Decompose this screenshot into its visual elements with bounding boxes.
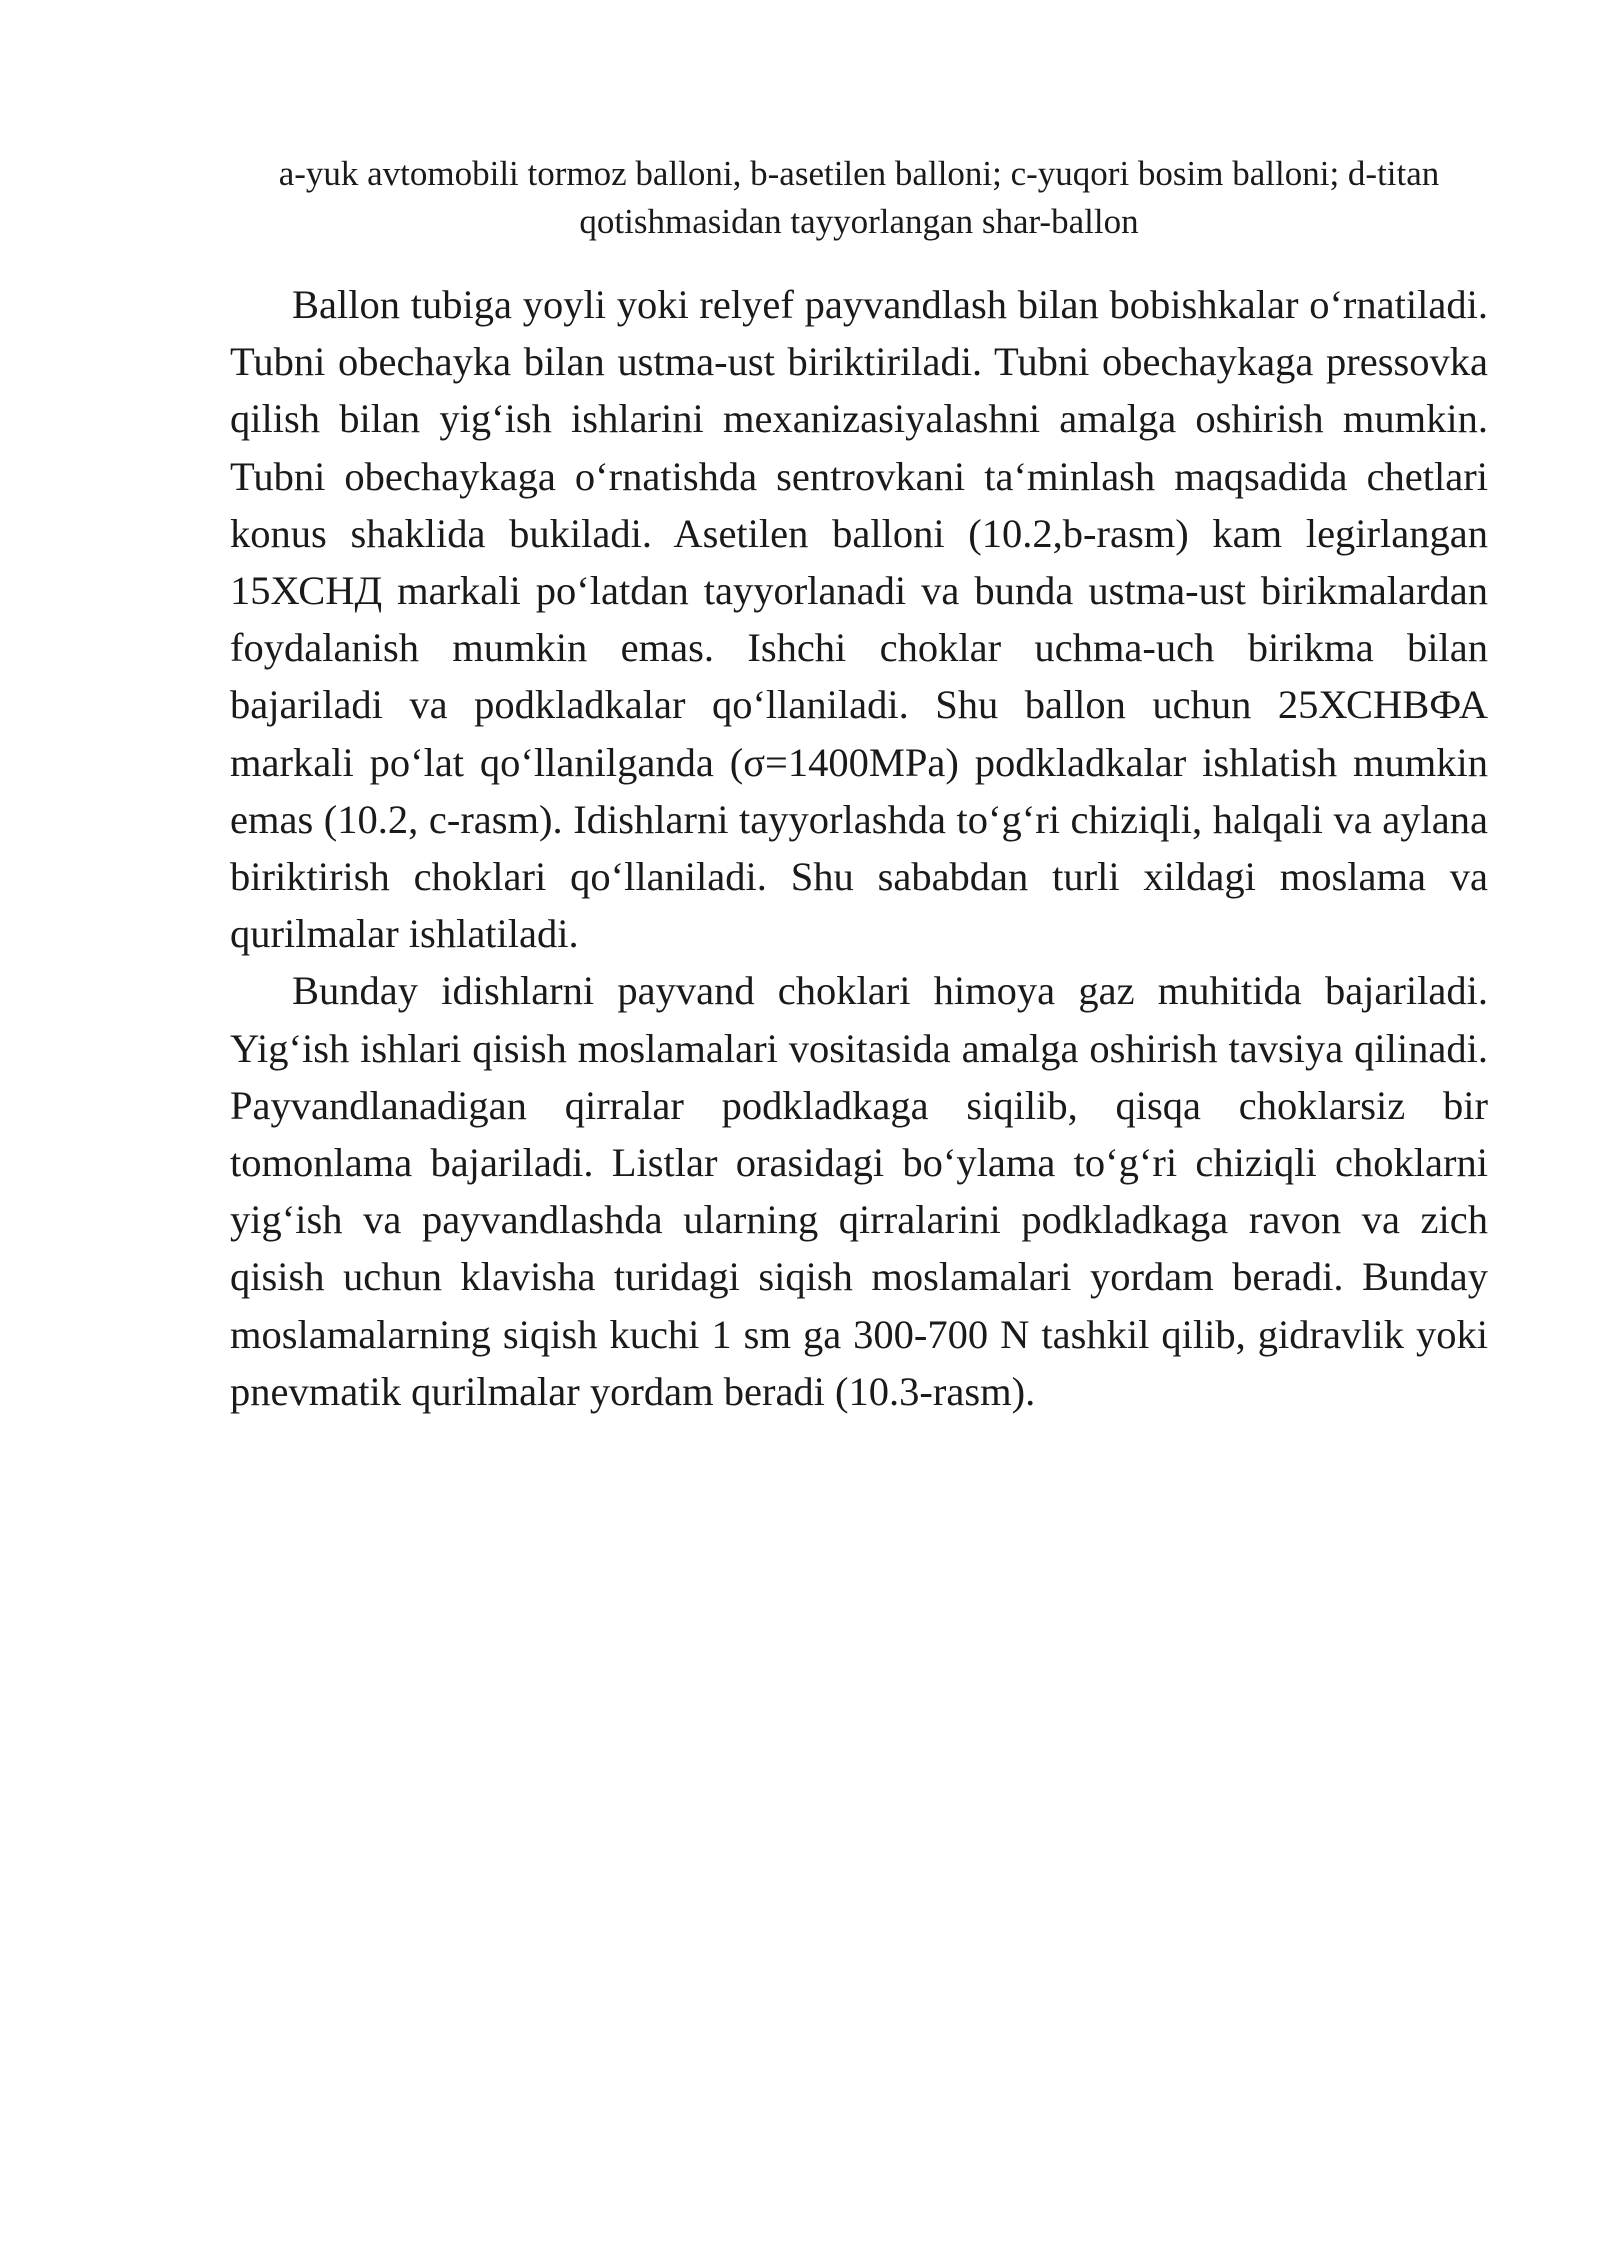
figure-caption [230, 150, 1488, 246]
document-page [230, 150, 1488, 1420]
figure-caption-line-2: qotishmasidan tayyorlangan shar-ballon [579, 202, 1139, 241]
body-paragraph-2: Bunday idishlarni payvand choklari himoya gaz muhitida bajariladi. Yig‘ish ishlari qisish moslamalari vositasida amalga oshirish tavsiya qilinadi. Payvandlanadigan qirralar podkladkaga siqilib, qisqa choklarsiz bir tomonlama bajariladi. Listlar orasidagi bo‘ylama to‘g‘ri chiziqli choklarni yig‘ish va payvandlashda ularning qirralarini podkladkaga ravon va zich qisish uchun klavisha turidagi siqish moslamalari yordam beradi. Bunday moslamalarning siqish kuchi 1 sm ga 300-700 N tashkil qilib, gidravlik yoki pnevmatik qurilmalar yordam beradi (10.3-rasm). [230, 968, 1488, 1414]
figure-caption-line-1: a-yuk avtomobili tormoz balloni, b-asetilen balloni; c-yuqori bosim balloni; d-titan [278, 154, 1440, 193]
body-paragraph-1: Ballon tubiga yoyli yoki relyef payvandlash bilan bobishkalar o‘rnatiladi. Tubni obechayka bilan ustma-ust biriktiriladi. Tubni obechaykaga pressovka qilish bilan yig‘ish ishlarini mexanizasiyalashni amalga oshirish mumkin. Tubni obechaykaga o‘rnatishda sentrovkani ta‘minlash maqsadida chetlari konus shaklida bukiladi. Asetilen balloni (10.2,b-rasm) kam legirlangan 15ХСНД markali po‘latdan tayyorlanadi va bunda ustma-ust birikmalardan foydalanish mumkin emas. Ishchi choklar uchma-uch birikma bilan bajariladi va podkladkalar qo‘llaniladi. Shu ballon uchun 25ХСНВФА markali po‘lat qo‘llanilganda (σ=1400MPa) podkladkalar ishlatish mumkin emas (10.2, c-rasm). Idishlarni tayyorlashda to‘g‘ri chiziqli, halqali va aylana biriktirish choklari qo‘llaniladi. Shu sababdan turli xildagi moslama va qurilmalar ishlatiladi. [230, 282, 1488, 957]
